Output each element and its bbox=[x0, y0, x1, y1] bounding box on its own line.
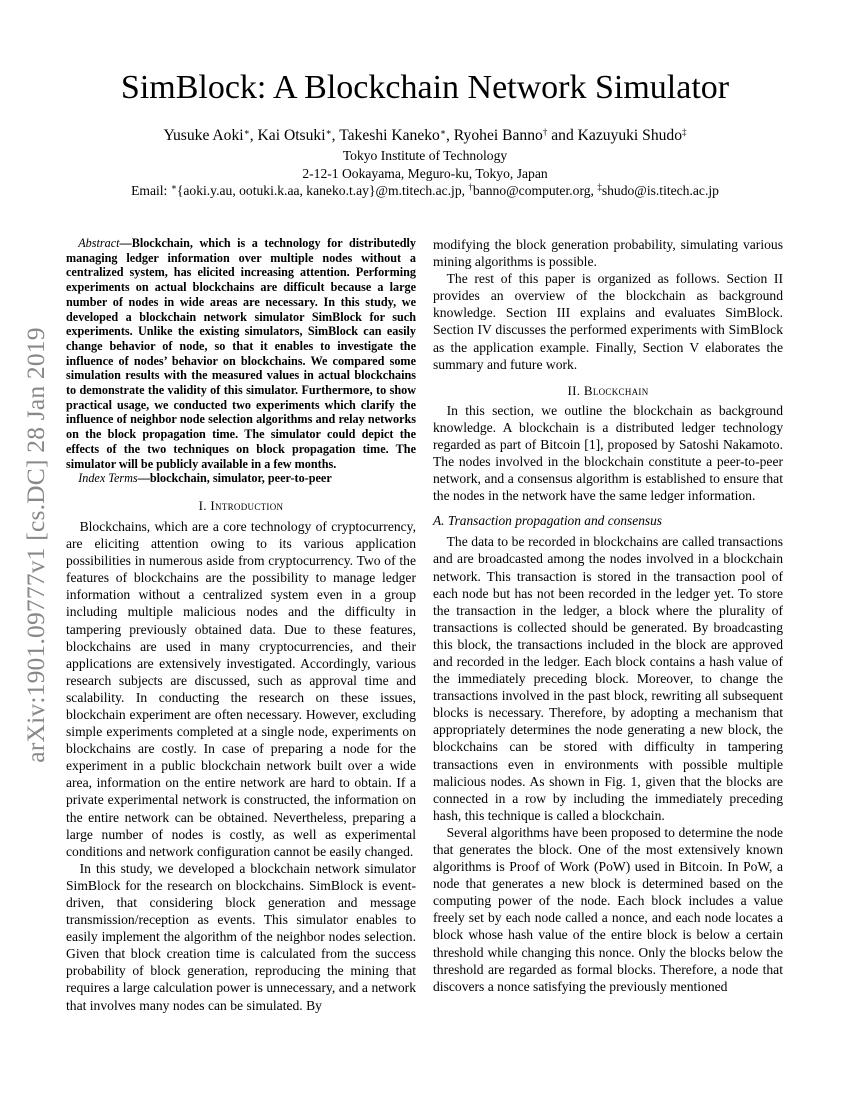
affiliation-mark: ∗ bbox=[439, 127, 446, 137]
abstract bbox=[66, 236, 416, 471]
index-terms-text: —blockchain, simulator, peer-to-peer bbox=[137, 471, 332, 486]
abstract-text: —Blockchain, which is a technology for distributedly managing ledger information over multiple nodes without a centralized system, has elicited increasing attention. Performing experiments on actual blockchains are difficult because a large number of nodes in wide areas are necessary. In this study, we developed a blockchain network simulator SimBlock for such experiments. Unlike the existing simulators, SimBlock can easily change behavior of node, so that it enables to investigate the influence of nodes’ behavior on blockchains. We compared some simulation results with the measured values in actual blockchains to demonstrate the validity of this simulator. Furthermore, to show practical usage, we conducted two experiments which clarify the influence of neighbor node selection algorithms and relay networks on the block propagation time. The simulator could depict the effects of the two techniques on block propagation time. The simulator will be publicly available in a few months. bbox=[66, 236, 416, 471]
author-list: Yusuke Aoki∗, Kai Otsuki∗, Takeshi Kaneko∗, Ryohei Banno† and Kazuyuki Shudo‡ bbox=[163, 127, 687, 144]
left-column bbox=[66, 236, 416, 1014]
paragraph: modifying the block generation probability, simulating various mining algorithms is possible. bbox=[433, 237, 783, 270]
paragraph: The rest of this paper is organized as follows. Section II provides an overview of the blockchain as background knowledge. Section III explains and evaluates SimBlock. Section IV discusses the performed experiments with SimBlock as the application example. Finally, Section V elaborates the summary and future work. bbox=[433, 271, 783, 372]
affiliation-address: 2-12-1 Ookayama, Meguro-ku, Tokyo, Japan bbox=[302, 166, 548, 181]
email-address: {aoki.y.au, ootuki.k.aa, kaneko.t.ay}@m.titech.ac.jp, bbox=[176, 183, 466, 198]
section-number: II. bbox=[567, 382, 581, 398]
right-column bbox=[433, 236, 783, 995]
paragraph: In this section, we outline the blockchain as background knowledge. A blockchain is a distributed ledger technology regarded as part of Bitcoin [1], proposed by Satoshi Nakamoto. The nodes involved in the blockchain constitute a peer-to-peer network, and a consensus algorithm is established to ensure that the nodes in the network have the same ledger information. bbox=[433, 402, 783, 504]
paragraph: Blockchains, which are a core technology of cryptocurrency, are eliciting attention owing to its various application possibilities in numerous aside from cryptocurrency. Two of the features of blockchains are the possibility to manage ledger information without a centralized system even in a group including multiple malicious nodes and the difficulty in tampering previously obtained data. Due to these features, blockchains are used in many cryptocurrencies, and their applications are extensively investigated. Accordingly, various research subjects are discussed, such as approval time and scalability. In conducting the research on these issues, blockchain experiment are often necessary. However, excluding simple experiments completed at a single node, experiments on blockchains are costly. In case of preparing a node for the experiment in a public blockchain network built over a wide area, information on the entire network are hard to obtain. If a private experimental network is constructed, the information on the entire network can be obtained. Nevertheless, preparing a large number of nodes is costly, as well as experimental conditions and network configuration cannot be easily changed. bbox=[66, 518, 416, 859]
affiliation-mark: ∗ bbox=[243, 127, 250, 137]
author-name: Yusuke Aoki bbox=[163, 127, 244, 144]
affiliation-mark: † bbox=[542, 127, 548, 137]
subsection-heading: A. Transaction propagation and consensus bbox=[433, 513, 663, 529]
section-heading-introduction bbox=[66, 498, 416, 514]
email-mark: ‡ bbox=[597, 182, 602, 192]
paragraph: In this study, we developed a blockchain network simulator SimBlock for the research on blockchains. SimBlock is event-driven, that considering block generation and message transmission/reception as events. This simulator enables to easily implement the algorithm of the neighbor nodes selection. Given that block creation time is calculated from the success probability of block generation, reproducing the mining that requires a large calculation power is unnecessary, and a network that involves many nodes can be simulated. By bbox=[66, 860, 416, 1013]
affiliation-institution: Tokyo Institute of Technology bbox=[342, 148, 508, 163]
section-number: I. bbox=[198, 497, 207, 513]
arxiv-identifier-text: arXiv:1901.09777v1 [cs.DC] 28 Jan 2019 bbox=[21, 327, 50, 763]
affiliation-mark: ∗ bbox=[325, 127, 332, 137]
email-prefix: Email: bbox=[131, 183, 171, 198]
section-heading-blockchain bbox=[433, 383, 783, 399]
author-name: Takeshi Kaneko bbox=[339, 127, 440, 144]
affiliation-mark: ‡ bbox=[682, 127, 687, 137]
email-line bbox=[0, 183, 850, 199]
email-address: banno@computer.org, bbox=[472, 183, 594, 198]
index-terms-label: Index Terms bbox=[78, 471, 138, 486]
email-mark: † bbox=[468, 182, 473, 192]
paper-title: SimBlock: A Blockchain Network Simulator bbox=[120, 69, 730, 106]
paragraph: Several algorithms have been proposed to determine the node that generates the block. One of the most extensively known algorithms is Proof of Work (PoW) used in Bitcoin. In PoW, a node that generates a new block is determined based on the computing power of the node. Each block includes a value freely set by each node called a nonce, and each node locates a block whose hash value of the entire block is below a certain threshold while changing this nonce. Only the blocks below the threshold are regarded as formal blocks. Therefore, a node that discovers a nonce satisfying the previously mentioned bbox=[433, 824, 783, 994]
email-address: shudo@is.titech.ac.jp bbox=[601, 183, 719, 198]
email-mark: ∗ bbox=[170, 182, 177, 192]
section-title: Blockchain bbox=[583, 382, 649, 398]
abstract-label: Abstract bbox=[78, 236, 120, 250]
section-title: Introduction bbox=[210, 497, 284, 513]
author-name: Kai Otsuki bbox=[257, 127, 326, 144]
author-name: Ryohei Banno bbox=[453, 127, 543, 144]
index-terms bbox=[66, 471, 416, 486]
author-name: Kazuyuki Shudo bbox=[577, 127, 683, 144]
paragraph: The data to be recorded in blockchains are called transactions and are broadcasted among the nodes involved in a blockchain network. This transaction is stored in the transaction pool of each node but has not been recorded in the ledger yet. To store the transaction in the ledger, a block where the plurality of transactions is collected should be generated. By broadcasting this block, the transactions included in the block are approved and recorded in the ledger. Each block contains a hash value of the immediately preceding block. Moreover, to change the transactions involved in the past block, rewriting all subsequent blocks is necessary. Therefore, by adopting a mechanism that appropriately determines the node generating a new block, the blockchains can be stored with difficulty in tampering transactions even in environments with possible multiple malicious nodes. As shown in Fig. 1, given that the blocks are connected in a row by including the immediately preceding hash, this technique is called a blockchain. bbox=[433, 534, 783, 823]
